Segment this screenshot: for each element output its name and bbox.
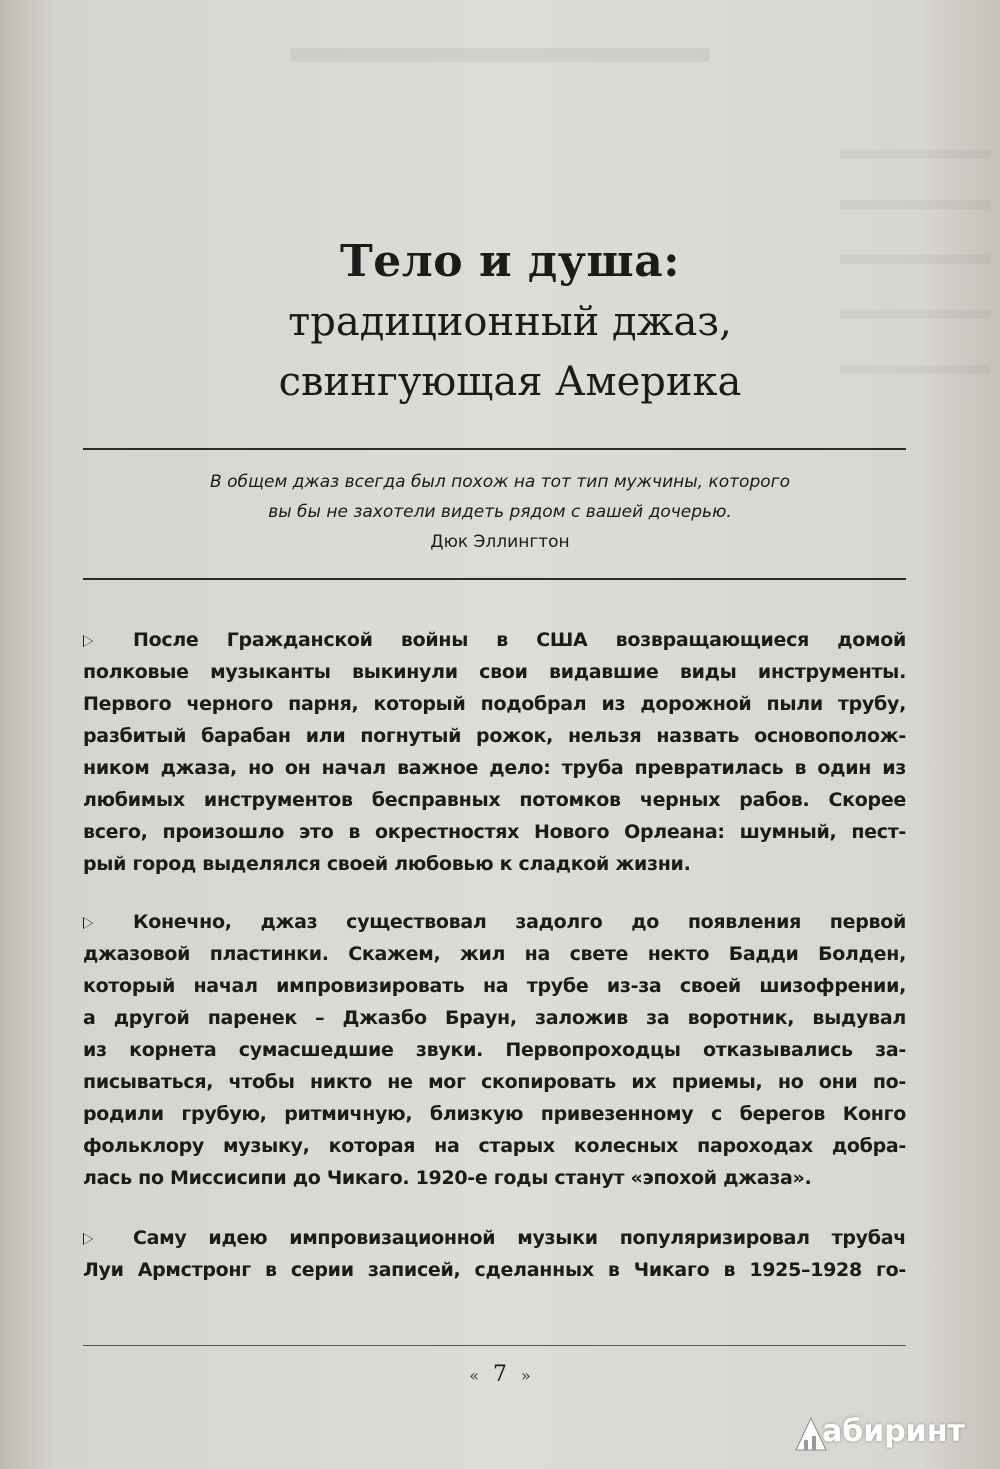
paragraph-line: который начал импровизировать на трубе из-за своей шизофрении, [83, 975, 906, 997]
chapter-title [230, 232, 790, 412]
divider-rule-top [83, 448, 906, 450]
chapter-title-line-3: свингующая Америка [278, 359, 742, 405]
epigraph-line-2: вы бы не захотели видеть рядом с вашей дочерью. [268, 502, 732, 522]
triangle-bullet-icon [83, 1233, 93, 1245]
paragraph-1 [83, 624, 906, 880]
paragraph-line: любимых инструментов бесправных потомков черных рабов. Скорее [83, 789, 906, 811]
paragraph-line: После Гражданской войны в США возвращающиеся домой [83, 624, 906, 656]
paragraph-line: родили грубую, ритмичную, близкую привезенному с берегов Конго [83, 1103, 906, 1125]
ornament-right: » [521, 1366, 531, 1385]
show-through-text [840, 310, 990, 319]
paragraph-line: лась по Миссисипи до Чикаго. 1920-е годы станут «эпохой джаза». [83, 1167, 812, 1189]
triangle-bullet-icon [83, 917, 93, 929]
chapter-title-line-2: традиционный джаз, [288, 299, 732, 345]
show-through-text [840, 200, 990, 209]
paragraph-line: из корнета сумасшедшие звуки. Первопроходцы отказывались за- [83, 1039, 906, 1061]
show-through-text [840, 365, 990, 374]
show-through-text [840, 255, 990, 264]
paragraph-line: фольклору музыку, которая на старых колесных пароходах добра- [83, 1135, 906, 1157]
epigraph [130, 467, 870, 557]
paragraph-line: разбитый барабан или погнутый рожок, нельзя назвать основополож- [83, 725, 906, 747]
epigraph-line-1: В общем джаз всегда был похож на тот тип мужчины, которого [210, 472, 790, 492]
page-number-value: 7 [493, 1362, 507, 1387]
show-through-running-head [290, 48, 710, 62]
triangle-bullet-icon [83, 635, 93, 647]
show-through-text [840, 150, 990, 159]
paragraph-2 [83, 906, 906, 1194]
ornament-left: « [469, 1366, 479, 1385]
paragraph-line: Конечно, джаз существовал задолго до появления первой [83, 906, 906, 938]
paragraph-line: ником джаза, но он начал важное дело: труба превратилась в один из [83, 757, 906, 779]
watermark-text: абиринт [822, 1414, 965, 1449]
epigraph-author: Дюк Эллингтон [430, 532, 570, 552]
paragraph-line: а другой паренек – Джазбо Браун, заложив за воротник, выдувал [83, 1007, 906, 1029]
paragraph-line: писываться, чтобы никто не мог скопировать их приемы, но они по- [83, 1071, 906, 1093]
page-number [380, 1362, 620, 1387]
paragraph-line: джазовой пластинки. Скажем, жил на свете некто Бадди Болден, [83, 943, 906, 965]
footer-rule [83, 1345, 906, 1346]
paragraph-line: Луи Армстронг в серии записей, сделанных в Чикаго в 1925–1928 го- [83, 1259, 906, 1281]
paragraph-line: Саму идею импровизационной музыки популяризировал трубач [83, 1222, 906, 1254]
paragraph-3 [83, 1222, 906, 1286]
paragraph-line: рый город выделялся своей любовью к сладкой жизни. [83, 853, 691, 875]
paragraph-line: полковые музыканты выкинули свои видавшие виды инструменты. [83, 661, 906, 683]
chapter-title-line-1: Тело и душа: [340, 236, 680, 287]
watermark [792, 1412, 992, 1456]
divider-rule-bottom [83, 578, 906, 580]
paragraph-line: всего, произошло это в окрестностях Нового Орлеана: шумный, пест- [83, 821, 906, 843]
paragraph-line: Первого черного парня, который подобрал из дорожной пыли трубу, [83, 693, 906, 715]
